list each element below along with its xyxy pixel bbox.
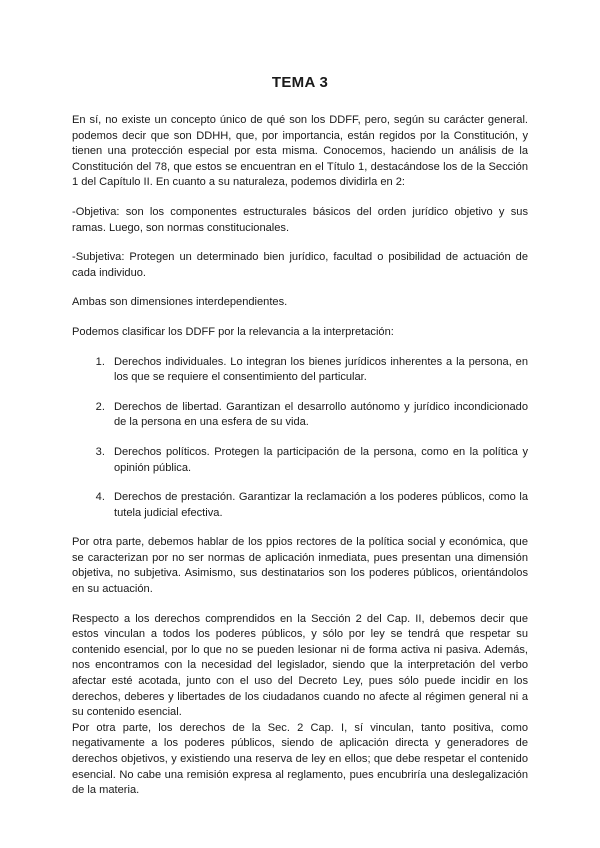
paragraph-clasificacion: Podemos clasificar los DDFF por la relevancia a la interpretación: (72, 325, 394, 338)
list-item: 4. Derechos de prestación. Garantizar la reclamación a los poderes públicos, como la tutela judicial efectiva. (108, 490, 528, 521)
paragraph-ppios-rectores: Por otra parte, debemos hablar de los ppios rectores de la política social y económica, que se caracterizan por no ser normas de aplicación inmediata, pues presentan una dimensión objetiva, no subjetiva. Asimismo, sus destinatarios son los poderes públicos, orientándolos en su actuación. (72, 536, 528, 596)
paragraph-sec-2-cap-1: Por otra parte, los derechos de la Sec. 2 Cap. I, sí vinculan, tanto positiva, como negativamente a los poderes públicos, siendo de aplicación directa y generadores de derechos objetivos, y existiendo una reserva de ley en ellos; que debe respetar el contenido esencial. No cabe una remisión expresa al reglamento, pues encubriría una deslegalización de la materia. (72, 721, 528, 797)
list-item: 2. Derechos de libertad. Garantizan el desarrollo autónomo y jurídico incondicionado de la persona en una esfera de su vida. (108, 400, 528, 431)
page-title: TEMA 3 (271, 74, 329, 91)
paragraph-seccion-2: Respecto a los derechos comprendidos en la Sección 2 del Cap. II, debemos decir que estos vinculan a todos los poderes públicos, y sólo por ley se tendrá que respetar su contenido esencial, por lo que no se pueden lesionar ni de forma activa ni pasiva. Además, nos encontramos con la necesidad del legislador, siendo que la interpretación del verbo afectar esté acotada, junto con el uso del Decreto Ley, pues sólo puede incidir en los derechos, deberes y libertades de los ciudadanos cuando no afecte al régimen general ni a su contenido esencial. (72, 612, 528, 719)
paragraph-objetiva: -Objetiva: son los componentes estructurales básicos del orden jurídico objetivo y sus ramas. Luego, son normas constitucionales. (72, 205, 528, 234)
document-page (72, 74, 528, 813)
rights-list (72, 355, 528, 522)
paragraph-subjetiva: -Subjetiva: Protegen un determinado bien jurídico, facultad o posibilidad de actuación de cada individuo. (72, 251, 528, 279)
paragraph-intro: En sí, no existe un concepto único de qué son los DDFF, pero, según su carácter general. podemos decir que son DDHH, que, por importancia, están regidos por la Constitución, y tienen una protección especial por esta misma. Conocemos, haciendo un análisis de la Constitución del 78, que estos se encuentran en el Título 1, destacándose los de la Sección 1 del Capítulo II. En cuanto a su naturaleza, podemos dividirla en 2: (72, 114, 528, 189)
paragraph-ambas: Ambas son dimensiones interdependientes. (72, 296, 288, 309)
list-item: 1. Derechos individuales. Lo integran los bienes jurídicos inherentes a la persona, en los que se requiere el consentimiento del particular. (108, 355, 528, 386)
list-item: 3. Derechos políticos. Protegen la participación de la persona, como en la política y opinión pública. (108, 445, 528, 476)
